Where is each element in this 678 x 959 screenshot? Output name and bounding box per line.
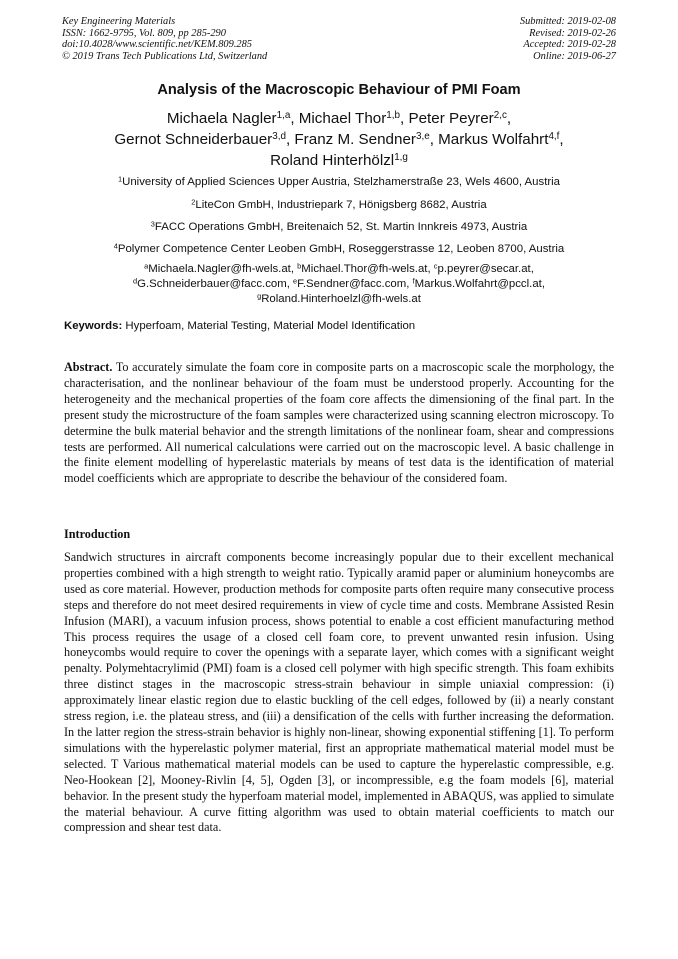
email-line: $^d$G.Schneiderbauer@facc.com, $^e$F.Sendner@facc.com, $^f$Markus.Wolfahrt@pccl.at, — [133, 276, 545, 290]
keywords-text: Hyperfoam, Material Testing, Material Model Identification — [122, 320, 416, 332]
author-name: Michaela Nagler — [166, 110, 277, 127]
email-line: $^g$Roland.Hinterhoelzl@fh-wels.at — [257, 291, 421, 305]
author-name: Peter Peyrer — [408, 110, 494, 127]
author-name: Roland Hinterhölzl — [270, 152, 395, 169]
email-link[interactable]: p.peyrer@secar.at, — [437, 263, 534, 275]
email-line: $^a$Michaela.Nagler@fh-wels.at, $^b$Michael.Thor@fh-wels.at, $^c$p.peyrer@secar.at, — [144, 261, 534, 275]
journal-info — [62, 16, 267, 62]
introduction-heading: Introduction — [64, 527, 131, 541]
author-line: Gernot Schneiderbauer$^{3,d}$, Franz M. Sendner$^{3,e}$, Markus Wolfahrt$^{4,f}$, — [114, 131, 564, 148]
revised-date: Revised: 2019-02-26 — [529, 27, 616, 39]
author-affil-sup: 3,d — [272, 131, 286, 143]
email-link[interactable]: Markus.Wolfahrt@pccl.at, — [414, 278, 545, 290]
author-affil-sup: 3,e — [415, 131, 430, 143]
affiliation: $^2$LiteCon GmbH, Industriepark 7, Hönigsberg 8682, Austria — [191, 197, 487, 211]
author-affil-sup: 1,a — [276, 110, 291, 122]
abstract-text: To accurately simulate the foam core in composite parts on a macroscopic scale the morphology, the characterisation, and the nonlinear behaviour of the foam must be understood properly. Accounting for the heterogeneity and the mechanical properties of the foam core affects the dimensioning of the final part. In the present study the microstructure of the foam samples were characterized using scanning electron microscopy. To determine the bulk material behavior and the strength limitations of the nonlinear foam, shear and compressions tests are performed. All numerical calculations were carried out on the macroscopic level. A basic challenge in the finite element modelling of hyperelastic materials by means of test data is the identification of material model coefficients which are appropriate to describe the behaviour of the considered foam. — [64, 360, 614, 486]
author-affil-sup: 1,g — [394, 152, 408, 164]
email-list — [0, 262, 678, 307]
doi-line: doi:10.4028/www.scientific.net/KEM.809.285 — [62, 39, 252, 51]
paper-title: Analysis of the Macroscopic Behaviour of PMI Foam — [157, 82, 521, 98]
copyright-line: © 2019 Trans Tech Publications Ltd, Switzerland — [62, 50, 268, 62]
submission-dates — [520, 16, 616, 62]
author-name: Franz M. Sendner — [294, 131, 416, 148]
issn-line: ISSN: 1662-9795, Vol. 809, pp 285-290 — [62, 27, 226, 39]
online-date: Online: 2019-06-27 — [533, 50, 616, 62]
submitted-date: Submitted: 2019-02-08 — [519, 16, 616, 27]
email-link[interactable]: Michael.Thor@fh-wels.at, — [301, 263, 434, 275]
affiliation: $^4$Polymer Competence Center Leoben GmbH, Roseggerstrasse 12, Leoben 8700, Austria — [113, 241, 565, 255]
abstract-label: Abstract. — [64, 360, 113, 374]
affiliation: $^1$University of Applied Sciences Upper Austria, Stelzhamerstraße 23, Wels 4600, Austria — [117, 174, 561, 188]
author-name: Gernot Schneiderbauer — [114, 131, 273, 148]
email-link[interactable]: F.Sendner@facc.com, — [297, 278, 413, 290]
email-link[interactable]: G.Schneiderbauer@facc.com, — [137, 278, 294, 290]
affiliation: $^3$FACC Operations GmbH, Breitenaich 52, St. Martin Innkreis 4973, Austria — [150, 219, 528, 233]
author-name: Markus Wolfahrt — [438, 131, 549, 148]
email-link[interactable]: Michaela.Nagler@fh-wels.at, — [148, 263, 298, 275]
keywords-label: Keywords: — [64, 320, 123, 332]
author-line: Michaela Nagler$^{1,a}$, Michael Thor$^{1,b}$, Peter Peyrer$^{2,c}$, — [166, 110, 512, 127]
email-link[interactable]: Roland.Hinterhoelzl@fh-wels.at — [261, 293, 421, 305]
abstract — [64, 360, 614, 487]
author-line — [40, 150, 638, 171]
author-affil-sup: 2,c — [493, 110, 507, 122]
author-affil-sup: 1,b — [386, 110, 401, 122]
introduction-text: Sandwich structures in aircraft components become increasingly popular due to their excellent mechanical properties combined with a high strength to weight ratio. Typically aramid paper or aluminium honeycombs are used as core material. However, production methods for composite parts often require many consecutive process steps and therefore do not meet desired requirements in view of cycle time and costs. Membrane Assisted Resin Infusion (MARI), a vacuum infusion process, shows potential to enable a cost efficient manufacturing method This process requires the usage of a closed cell foam core, to prevent unwanted resin infusion. Using honeycombs would require to cover the openings with a separate layer, which comes with a significant weight penalty. Polymehtacrylimid (PMI) foam is a closed cell polymer with high specific strength. This foam exhibits three distinct stages in the macroscopic stress-strain behaviour in simple uniaxial compression: (i) approximately linear elastic region due to elastic buckling of the cell edges, followed by (ii) a nearly constant stress region, i.e. the plateau stress, and (iii) a densification of the cells with further increasing the deformation. In the latter region the stress-strain behavior is highly non-linear, showing exponential stiffening [1]. To perform simulations with the hyperelastic polymer material, first an appropriate mathematical material model must be selected. T Various mathematical material models can be used to capture the hyperelastic compressible, e.g. Neo-Hookean [2], Mooney-Rivlin [4, 5], Ogden [3], or incompressible, e.g the foam models [6], material behavior. In the present study the hyperfoam material model, implemented in ABAQUS, was applied to simulate the material behaviour. A curve fitting algorithm was used to obtain material coefficients to match our compression and shear test data. — [64, 550, 614, 835]
journal-name: Key Engineering Materials — [62, 16, 176, 27]
accepted-date: Accepted: 2019-02-28 — [523, 39, 616, 51]
keywords — [64, 320, 624, 332]
author-affil-sup: 4,f — [548, 131, 560, 143]
author-list — [40, 108, 638, 171]
author-name: Michael Thor — [298, 110, 387, 127]
